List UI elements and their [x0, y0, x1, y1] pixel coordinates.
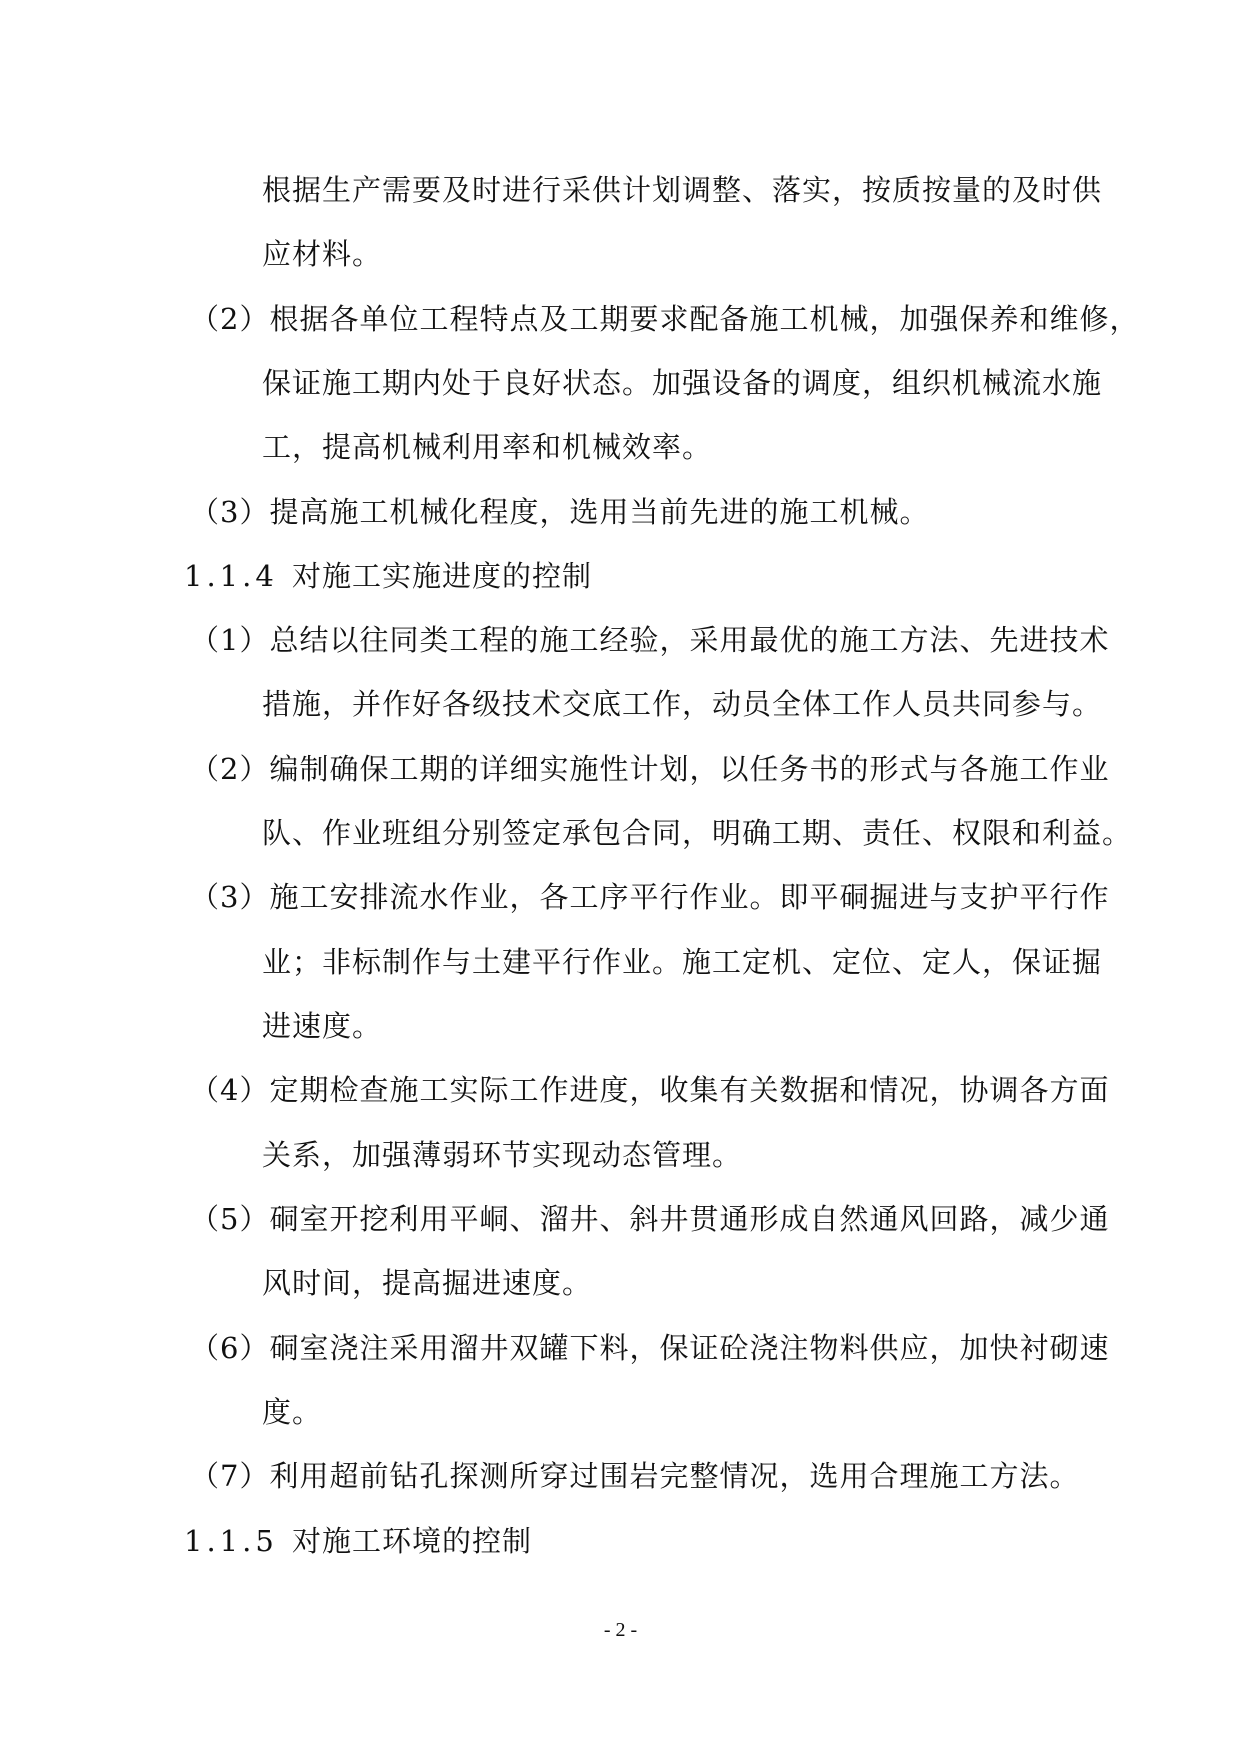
section-heading — [184, 558, 592, 594]
list-item: （2）根据各单位工程特点及工期要求配备施工机械，加强保养和维修， — [190, 302, 1140, 336]
paragraph-line: 进速度。 — [262, 1009, 383, 1043]
list-item: （3）施工安排流水作业，各工序平行作业。即平硐掘进与支护平行作 — [190, 880, 1110, 914]
paragraph-line: 根据生产需要及时进行采供计划调整、落实，按质按量的及时供 — [262, 173, 1103, 207]
list-item: （4）定期检查施工实际工作进度，收集有关数据和情况，协调各方面 — [190, 1073, 1110, 1107]
paragraph-line: 关系，加强薄弱环节实现动态管理。 — [262, 1138, 743, 1172]
list-item: （6）硐室浇注采用溜井双罐下料，保证砼浇注物料供应，加快衬砌速 — [190, 1331, 1110, 1365]
page-number: - 2 - — [603, 1619, 638, 1641]
paragraph-line: 风时间，提高掘进速度。 — [262, 1266, 593, 1300]
section-number: 1.1.5 — [184, 1524, 278, 1558]
paragraph-line: 应材料。 — [262, 237, 383, 271]
list-item: （3）提高施工机械化程度，选用当前先进的施工机械。 — [190, 495, 930, 529]
paragraph-line: 业；非标制作与土建平行作业。施工定机、定位、定人，保证掘 — [262, 945, 1103, 979]
list-item: （1）总结以往同类工程的施工经验，采用最优的施工方法、先进技术 — [190, 623, 1110, 657]
section-title: 对施工环境的控制 — [292, 1524, 533, 1558]
paragraph-line: 措施，并作好各级技术交底工作，动员全体工作人员共同参与。 — [262, 687, 1103, 721]
list-item: （7）利用超前钻孔探测所穿过围岩完整情况，选用合理施工方法。 — [190, 1459, 1080, 1493]
section-title: 对施工实施进度的控制 — [292, 559, 593, 593]
section-heading — [184, 1523, 532, 1559]
list-item: （2）编制确保工期的详细实施性计划，以任务书的形式与各施工作业 — [190, 752, 1110, 786]
paragraph-line: 保证施工期内处于良好状态。加强设备的调度，组织机械流水施 — [262, 366, 1103, 400]
section-number: 1.1.4 — [184, 559, 278, 593]
paragraph-line: 队、作业班组分别签定承包合同，明确工期、责任、权限和利益。 — [262, 816, 1133, 850]
paragraph-line: 度。 — [262, 1395, 323, 1429]
list-item: （5）硐室开挖利用平峒、溜井、斜井贯通形成自然通风回路，减少通 — [190, 1202, 1110, 1236]
paragraph-line: 工，提高机械利用率和机械效率。 — [262, 430, 713, 464]
